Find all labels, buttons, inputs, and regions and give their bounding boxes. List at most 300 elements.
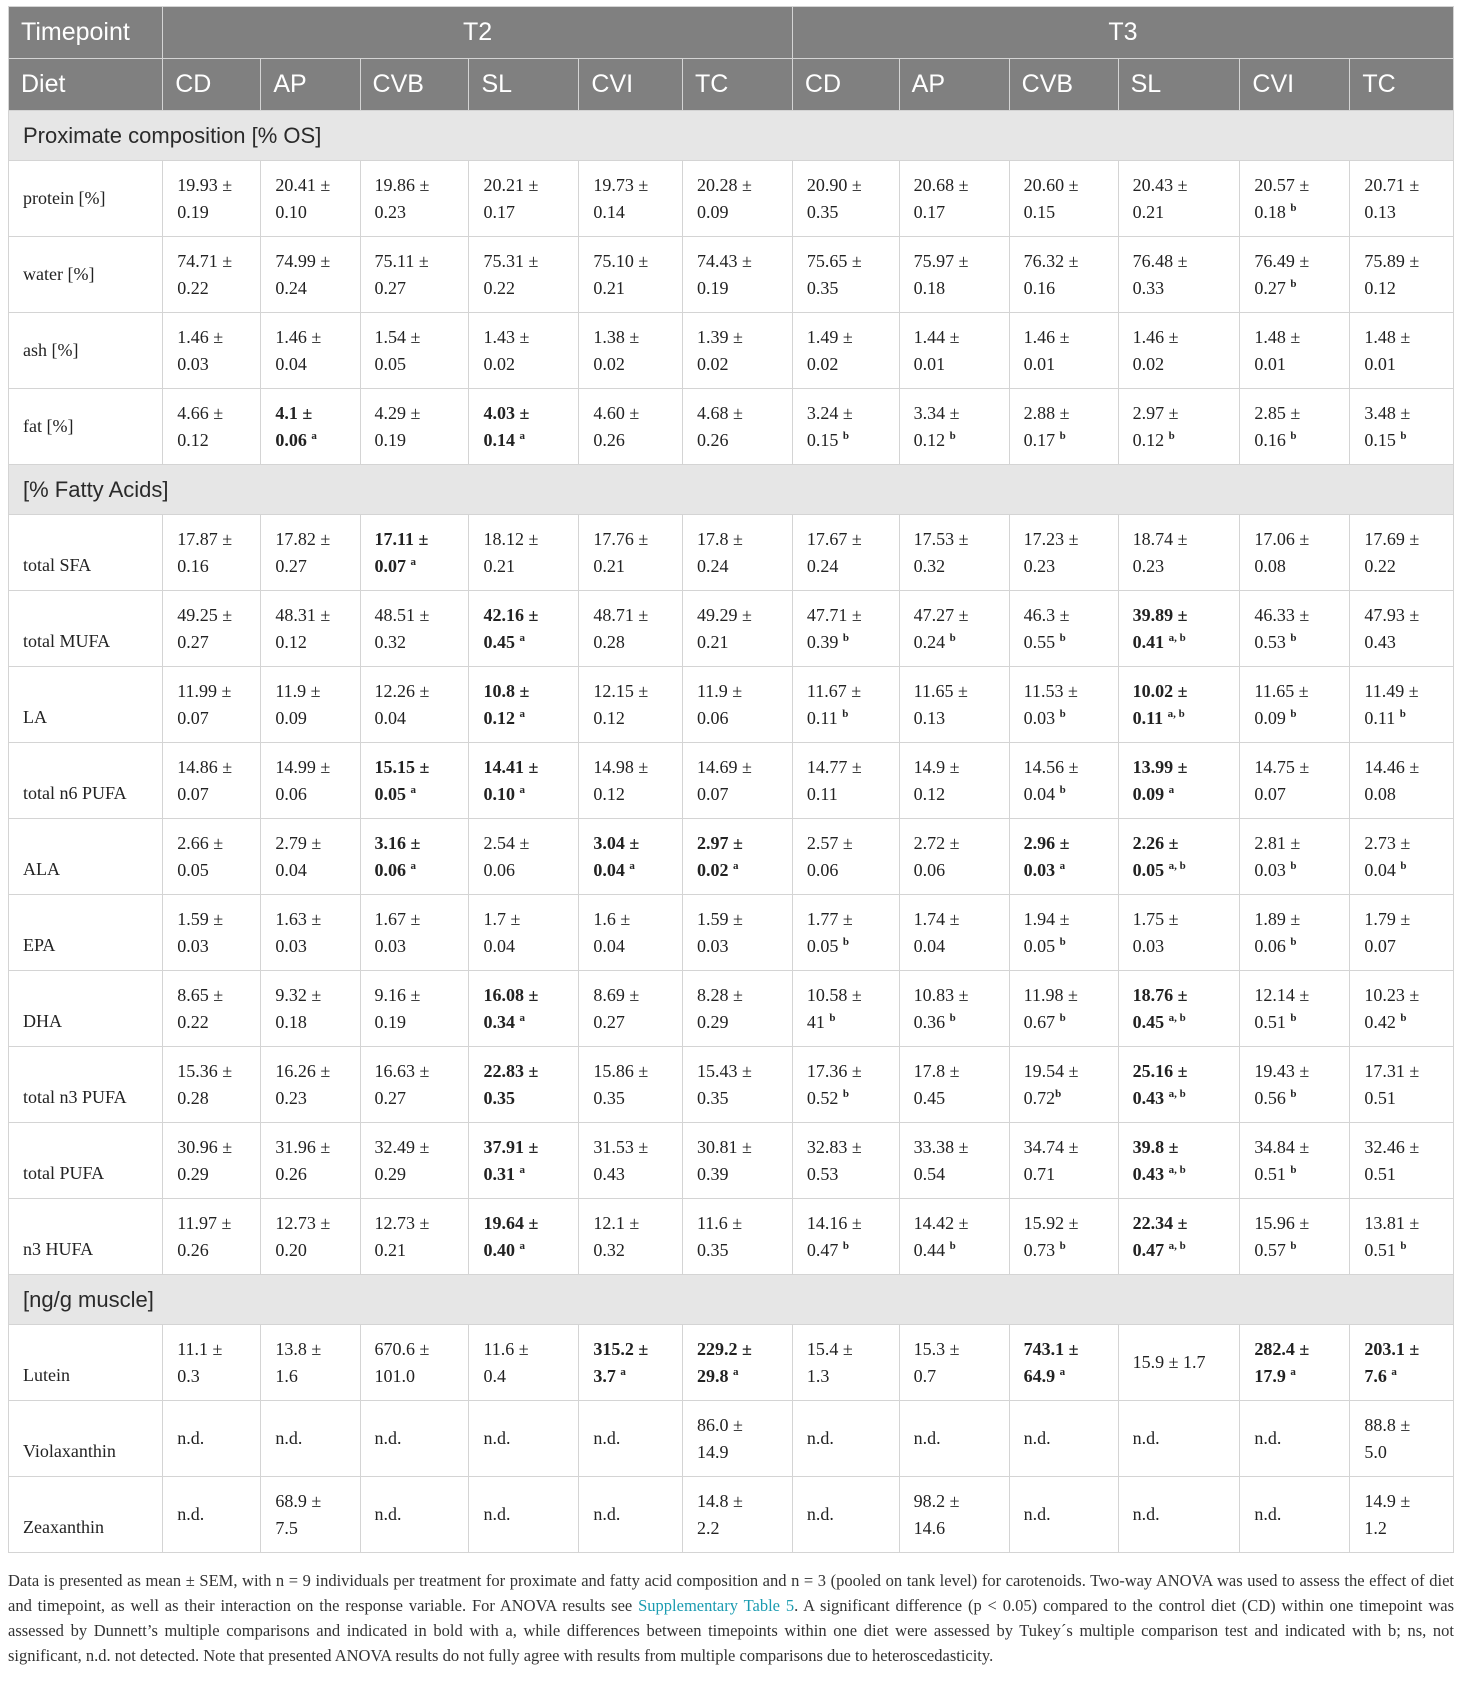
row-label-cell: [9, 1325, 163, 1401]
cell-value: 39.8 ± 0.43: [1132, 1136, 1179, 1184]
value-cell: [682, 667, 792, 743]
value-cell: [360, 313, 469, 389]
cell-value: 9.16 ± 0.19: [374, 984, 421, 1032]
value-cell: [360, 237, 469, 313]
value-cell: [163, 313, 261, 389]
value-cell: [163, 1325, 261, 1401]
cell-value: 20.60 ± 0.15: [1023, 174, 1079, 222]
cell-value: 20.21 ± 0.17: [483, 174, 539, 222]
value-cell: [899, 895, 1009, 971]
cell-value: 1.39 ± 0.02: [696, 326, 743, 374]
cell-value: 11.67 ± 0.11: [806, 680, 862, 728]
cell-value: 1.59 ± 0.03: [177, 908, 224, 956]
significance-marker: a: [1059, 1365, 1066, 1378]
section-title: [% Fatty Acids]: [9, 465, 1454, 515]
cell-value: 17.11 ± 0.07: [374, 528, 429, 576]
cell-value: 37.91 ± 0.31: [483, 1136, 539, 1184]
value-cell: [579, 1047, 683, 1123]
cell-value: 12.73 ± 0.20: [275, 1212, 331, 1260]
cell-value: n.d.: [1023, 1504, 1051, 1524]
diet-header-cell: CD: [792, 59, 899, 111]
value-cell: [469, 1199, 579, 1275]
value-cell: [682, 1401, 792, 1477]
cell-value: 3.16 ± 0.06: [374, 832, 421, 880]
row-label: n3 HUFA: [23, 1239, 94, 1259]
cell-value: 4.03 ± 0.14: [483, 402, 530, 450]
cell-value: 17.31 ± 0.51: [1364, 1060, 1420, 1108]
cell-value: 229.2 ± 29.8: [696, 1338, 752, 1386]
cell-value: 17.8 ± 0.24: [696, 528, 743, 576]
cell-value: 12.15 ± 0.12: [593, 680, 649, 728]
significance-marker: b: [842, 1239, 850, 1252]
value-cell: [899, 1047, 1009, 1123]
cell-value: 14.9 ± 0.12: [913, 756, 960, 804]
table-row: [9, 743, 1454, 819]
supplementary-table-link[interactable]: Supplementary Table 5: [638, 1596, 795, 1615]
cell-value: 15.4 ± 1.3: [806, 1338, 853, 1386]
value-cell: [163, 971, 261, 1047]
value-cell: [1009, 1477, 1118, 1553]
value-cell: [1240, 667, 1350, 743]
row-label: water [%]: [23, 264, 95, 284]
value-cell: [1009, 237, 1118, 313]
cell-value: 16.26 ± 0.23: [275, 1060, 331, 1108]
value-cell: [360, 743, 469, 819]
table-row: [9, 971, 1454, 1047]
cell-value: 18.74 ± 0.23: [1132, 528, 1188, 576]
cell-value: 1.75 ± 0.03: [1132, 908, 1179, 956]
cell-value: 14.86 ± 0.07: [177, 756, 233, 804]
cell-value: 11.99 ± 0.07: [177, 680, 232, 728]
row-label: Zeaxanthin: [23, 1517, 104, 1537]
value-cell: [469, 313, 579, 389]
value-cell: [163, 1477, 261, 1553]
value-cell: [792, 237, 899, 313]
cell-value: 10.23 ± 0.42: [1364, 984, 1420, 1032]
value-cell: [1350, 743, 1454, 819]
cell-value: 68.9 ± 7.5: [275, 1490, 322, 1538]
value-cell: [1118, 1047, 1240, 1123]
cell-value: 13.99 ± 0.09: [1132, 756, 1188, 804]
value-cell: [1350, 819, 1454, 895]
significance-marker: a: [519, 1163, 525, 1176]
value-cell: [579, 237, 683, 313]
cell-value: 13.8 ± 1.6: [275, 1338, 322, 1386]
row-label: total n6 PUFA: [23, 783, 127, 803]
cell-value: 75.31 ± 0.22: [483, 250, 539, 298]
row-label-cell: [9, 591, 163, 667]
cell-value: n.d.: [806, 1504, 834, 1524]
value-cell: [163, 819, 261, 895]
significance-marker: b: [1059, 631, 1066, 644]
timepoint-t2: T2: [163, 7, 793, 59]
value-cell: [579, 389, 683, 465]
cell-value: 75.89 ± 0.12: [1364, 250, 1420, 298]
significance-marker: a, b: [1168, 859, 1186, 872]
value-cell: [579, 667, 683, 743]
value-cell: [163, 667, 261, 743]
value-cell: [579, 743, 683, 819]
row-label: LA: [23, 707, 47, 727]
table-row: [9, 591, 1454, 667]
cell-value: 12.26 ± 0.04: [374, 680, 430, 728]
value-cell: [899, 1401, 1009, 1477]
cell-value: 203.1 ± 7.6: [1364, 1338, 1420, 1386]
cell-value: 2.97 ± 0.02: [696, 832, 743, 880]
row-label-cell: [9, 667, 163, 743]
value-cell: [899, 591, 1009, 667]
value-cell: [261, 591, 360, 667]
cell-value: n.d.: [483, 1428, 511, 1448]
significance-marker: b: [1059, 429, 1066, 442]
value-cell: [792, 819, 899, 895]
value-cell: [261, 237, 360, 313]
cell-value: 670.6 ± 101.0: [374, 1338, 430, 1386]
value-cell: [682, 895, 792, 971]
table-row: [9, 1325, 1454, 1401]
value-cell: [579, 971, 683, 1047]
cell-value: 39.89 ± 0.41: [1132, 604, 1188, 652]
value-cell: [1240, 515, 1350, 591]
cell-value: 10.83 ± 0.36: [913, 984, 969, 1032]
cell-value: 34.84 ± 0.51: [1254, 1136, 1310, 1184]
value-cell: [579, 1477, 683, 1553]
cell-value: 11.6 ± 0.4: [483, 1338, 529, 1386]
value-cell: [579, 313, 683, 389]
value-cell: [360, 1401, 469, 1477]
cell-value: n.d.: [1254, 1428, 1282, 1448]
value-cell: [899, 237, 1009, 313]
cell-value: 1.77 ± 0.05: [806, 908, 853, 956]
cell-value: 18.76 ± 0.45: [1132, 984, 1188, 1032]
cell-value: 2.57 ± 0.06: [806, 832, 853, 880]
row-label-cell: [9, 1477, 163, 1553]
table-row: [9, 1123, 1454, 1199]
diet-header-row: [9, 59, 1454, 111]
row-label: Violaxanthin: [23, 1441, 116, 1461]
cell-value: 11.9 ± 0.06: [696, 680, 743, 728]
cell-value: 2.97 ± 0.12: [1132, 402, 1179, 450]
row-label-cell: [9, 895, 163, 971]
cell-value: n.d.: [593, 1428, 621, 1448]
value-cell: [899, 1123, 1009, 1199]
cell-value: n.d.: [374, 1504, 402, 1524]
cell-value: 75.10 ± 0.21: [593, 250, 649, 298]
value-cell: [469, 515, 579, 591]
value-cell: [1009, 313, 1118, 389]
value-cell: [469, 1401, 579, 1477]
cell-value: 3.24 ± 0.15: [806, 402, 853, 450]
value-cell: [899, 819, 1009, 895]
value-cell: [682, 1123, 792, 1199]
value-cell: [360, 389, 469, 465]
significance-marker: b: [1059, 707, 1066, 720]
cell-value: 10.58 ± 41: [806, 984, 862, 1032]
significance-marker: b: [1168, 429, 1175, 442]
cell-value: 32.46 ± 0.51: [1364, 1136, 1420, 1184]
value-cell: [261, 667, 360, 743]
cell-value: 11.65 ± 0.13: [913, 680, 968, 728]
diet-header-cell: CD: [163, 59, 261, 111]
cell-value: 9.32 ± 0.18: [275, 984, 322, 1032]
cell-value: 88.8 ± 5.0: [1364, 1414, 1411, 1462]
cell-value: 1.63 ± 0.03: [275, 908, 322, 956]
value-cell: [1240, 237, 1350, 313]
value-cell: [792, 515, 899, 591]
significance-marker: a: [1391, 1365, 1397, 1378]
cell-value: 282.4 ± 17.9: [1254, 1338, 1310, 1386]
value-cell: [360, 591, 469, 667]
value-cell: [360, 1123, 469, 1199]
diet-label: Diet: [9, 59, 163, 111]
value-cell: [261, 1325, 360, 1401]
cell-value: 98.2 ± 14.6: [913, 1490, 960, 1538]
cell-value: 1.46 ± 0.02: [1132, 326, 1179, 374]
row-label-cell: [9, 515, 163, 591]
significance-marker: b: [1400, 1011, 1407, 1024]
value-cell: [360, 971, 469, 1047]
cell-value: 15.3 ± 0.7: [913, 1338, 960, 1386]
significance-marker: a: [519, 783, 525, 796]
significance-marker: b: [1290, 859, 1297, 872]
table-row: [9, 161, 1454, 237]
value-cell: [1240, 389, 1350, 465]
value-cell: [1118, 591, 1240, 667]
value-cell: [792, 1477, 899, 1553]
value-cell: [682, 971, 792, 1047]
section-title: Proximate composition [% OS]: [9, 111, 1454, 161]
cell-value: 17.53 ± 0.32: [913, 528, 969, 576]
cell-value: 8.65 ± 0.22: [177, 984, 224, 1032]
cell-value: 15.96 ± 0.57: [1254, 1212, 1310, 1260]
value-cell: [1350, 1047, 1454, 1123]
cell-value: n.d.: [1132, 1428, 1160, 1448]
cell-value: 75.11 ± 0.27: [374, 250, 429, 298]
value-cell: [261, 895, 360, 971]
table-row: [9, 895, 1454, 971]
row-label-cell: [9, 1199, 163, 1275]
value-cell: [1009, 667, 1118, 743]
row-label-cell: [9, 1401, 163, 1477]
cell-value: 32.83 ± 0.53: [806, 1136, 862, 1184]
row-label-cell: [9, 1047, 163, 1123]
significance-marker: b: [949, 429, 956, 442]
significance-marker: b: [949, 1011, 956, 1024]
cell-value: 12.73 ± 0.21: [374, 1212, 430, 1260]
value-cell: [682, 591, 792, 667]
timepoint-header-row: [9, 7, 1454, 59]
significance-marker: b: [1399, 707, 1406, 720]
value-cell: [792, 1199, 899, 1275]
row-label-cell: [9, 389, 163, 465]
significance-marker: b: [1290, 1239, 1297, 1252]
cell-value: 8.69 ± 0.27: [593, 984, 640, 1032]
value-cell: [469, 1123, 579, 1199]
cell-value: 19.64 ± 0.40: [483, 1212, 539, 1260]
significance-marker: b: [1055, 1087, 1062, 1100]
value-cell: [469, 1047, 579, 1123]
timepoint-t3: T3: [792, 7, 1453, 59]
value-cell: [360, 1325, 469, 1401]
value-cell: [1118, 313, 1240, 389]
table-row: [9, 389, 1454, 465]
cell-value: n.d.: [177, 1428, 205, 1448]
significance-marker: a: [1059, 859, 1066, 872]
row-label: fat [%]: [23, 416, 74, 436]
significance-marker: b: [1059, 1011, 1066, 1024]
value-cell: [1118, 237, 1240, 313]
value-cell: [792, 313, 899, 389]
cell-value: 14.9 ± 1.2: [1364, 1490, 1411, 1538]
value-cell: [579, 1401, 683, 1477]
significance-marker: b: [829, 1011, 836, 1024]
cell-value: 14.8 ± 2.2: [696, 1490, 743, 1538]
value-cell: [579, 1325, 683, 1401]
value-cell: [1350, 389, 1454, 465]
value-cell: [1240, 971, 1350, 1047]
value-cell: [1009, 1401, 1118, 1477]
cell-value: 2.54 ± 0.06: [483, 832, 530, 880]
value-cell: [1350, 591, 1454, 667]
cell-value: n.d.: [374, 1428, 402, 1448]
section-header-row: [9, 111, 1454, 161]
value-cell: [163, 515, 261, 591]
row-label: total PUFA: [23, 1163, 105, 1183]
value-cell: [163, 1123, 261, 1199]
value-cell: [1009, 1199, 1118, 1275]
cell-value: 8.28 ± 0.29: [696, 984, 743, 1032]
cell-value: 15.15 ± 0.05: [374, 756, 430, 804]
cell-value: 18.12 ± 0.21: [483, 528, 539, 576]
cell-value: 11.49 ± 0.11: [1364, 680, 1419, 728]
value-cell: [469, 237, 579, 313]
cell-value: 17.06 ± 0.08: [1254, 528, 1310, 576]
significance-marker: b: [1290, 631, 1297, 644]
significance-marker: a: [620, 1365, 626, 1378]
cell-value: 11.98 ± 0.67: [1023, 984, 1078, 1032]
table-row: [9, 1477, 1454, 1553]
significance-marker: a, b: [1168, 1239, 1186, 1252]
cell-value: 13.81 ± 0.51: [1364, 1212, 1420, 1260]
diet-header-cell: CVI: [1240, 59, 1350, 111]
table-row: [9, 515, 1454, 591]
cell-value: 11.9 ± 0.09: [275, 680, 321, 728]
significance-marker: b: [842, 707, 849, 720]
row-label-cell: [9, 1123, 163, 1199]
cell-value: 47.93 ± 0.43: [1364, 604, 1420, 652]
table-row: [9, 1047, 1454, 1123]
value-cell: [1118, 1199, 1240, 1275]
significance-marker: b: [1400, 1239, 1407, 1252]
value-cell: [1118, 1477, 1240, 1553]
significance-marker: b: [842, 631, 850, 644]
value-cell: [163, 1401, 261, 1477]
row-label: protein [%]: [23, 188, 106, 208]
footnote-text-1: Data is presented as mean ± SEM, with n = 9 individuals per treatment for proximate and fatty acid composition and n = 3 (pooled on tank level) for carotenoids. Two-way ANOVA was used to assess the effect of diet and timepoint, as well as their interaction on the response variable. For ANOVA results see: [8, 1571, 1454, 1615]
value-cell: [1118, 667, 1240, 743]
cell-value: 1.43 ± 0.02: [483, 326, 530, 374]
cell-value: 17.36 ± 0.52: [806, 1060, 862, 1108]
diet-header-cell: CVB: [1009, 59, 1118, 111]
table-footnote: [8, 1568, 1454, 1668]
row-label: EPA: [23, 935, 56, 955]
value-cell: [360, 1199, 469, 1275]
row-label: ash [%]: [23, 340, 79, 360]
cell-value: 17.8 ± 0.45: [913, 1060, 960, 1108]
value-cell: [682, 389, 792, 465]
cell-value: 12.14 ± 0.51: [1254, 984, 1310, 1032]
row-label-cell: [9, 819, 163, 895]
cell-value: 11.53 ± 0.03: [1023, 680, 1078, 728]
cell-value: 76.49 ± 0.27: [1254, 250, 1310, 298]
diet-header-cell: CVB: [360, 59, 469, 111]
value-cell: [899, 667, 1009, 743]
cell-value: 17.82 ± 0.27: [275, 528, 331, 576]
cell-value: 15.9 ± 1.7: [1132, 1352, 1206, 1372]
diet-header-cell: AP: [899, 59, 1009, 111]
cell-value: 4.29 ± 0.19: [374, 402, 421, 450]
cell-value: 31.96 ± 0.26: [275, 1136, 331, 1184]
value-cell: [163, 389, 261, 465]
value-cell: [792, 1325, 899, 1401]
value-cell: [1009, 819, 1118, 895]
cell-value: n.d.: [177, 1504, 205, 1524]
value-cell: [1118, 743, 1240, 819]
cell-value: 22.34 ± 0.47: [1132, 1212, 1188, 1260]
value-cell: [899, 161, 1009, 237]
significance-marker: b: [1059, 935, 1066, 948]
value-cell: [1009, 1123, 1118, 1199]
cell-value: 75.97 ± 0.18: [913, 250, 969, 298]
significance-marker: a: [629, 859, 635, 872]
cell-value: 2.96 ± 0.03: [1023, 832, 1070, 880]
value-cell: [1350, 1199, 1454, 1275]
value-cell: [1240, 819, 1350, 895]
cell-value: n.d.: [593, 1504, 621, 1524]
cell-value: 1.44 ± 0.01: [913, 326, 960, 374]
significance-marker: a, b: [1168, 1087, 1186, 1100]
value-cell: [1009, 1047, 1118, 1123]
cell-value: 11.97 ± 0.26: [177, 1212, 232, 1260]
significance-marker: b: [1290, 1087, 1297, 1100]
table-row: [9, 819, 1454, 895]
cell-value: 1.79 ± 0.07: [1364, 908, 1411, 956]
value-cell: [163, 1199, 261, 1275]
value-cell: [682, 1325, 792, 1401]
cell-value: 2.79 ± 0.04: [275, 832, 322, 880]
cell-value: 20.68 ± 0.17: [913, 174, 969, 222]
row-label-cell: [9, 161, 163, 237]
value-cell: [1009, 161, 1118, 237]
value-cell: [163, 743, 261, 819]
cell-value: 20.43 ± 0.21: [1132, 174, 1188, 222]
value-cell: [899, 971, 1009, 1047]
value-cell: [792, 667, 899, 743]
value-cell: [792, 161, 899, 237]
value-cell: [1240, 1477, 1350, 1553]
significance-marker: b: [1290, 429, 1297, 442]
cell-value: 20.41 ± 0.10: [275, 174, 331, 222]
cell-value: 2.81 ± 0.03: [1254, 832, 1301, 880]
value-cell: [360, 515, 469, 591]
value-cell: [579, 819, 683, 895]
cell-value: 74.71 ± 0.22: [177, 250, 233, 298]
value-cell: [163, 895, 261, 971]
row-label-cell: [9, 971, 163, 1047]
row-label-cell: [9, 743, 163, 819]
value-cell: [1350, 971, 1454, 1047]
value-cell: [899, 1325, 1009, 1401]
